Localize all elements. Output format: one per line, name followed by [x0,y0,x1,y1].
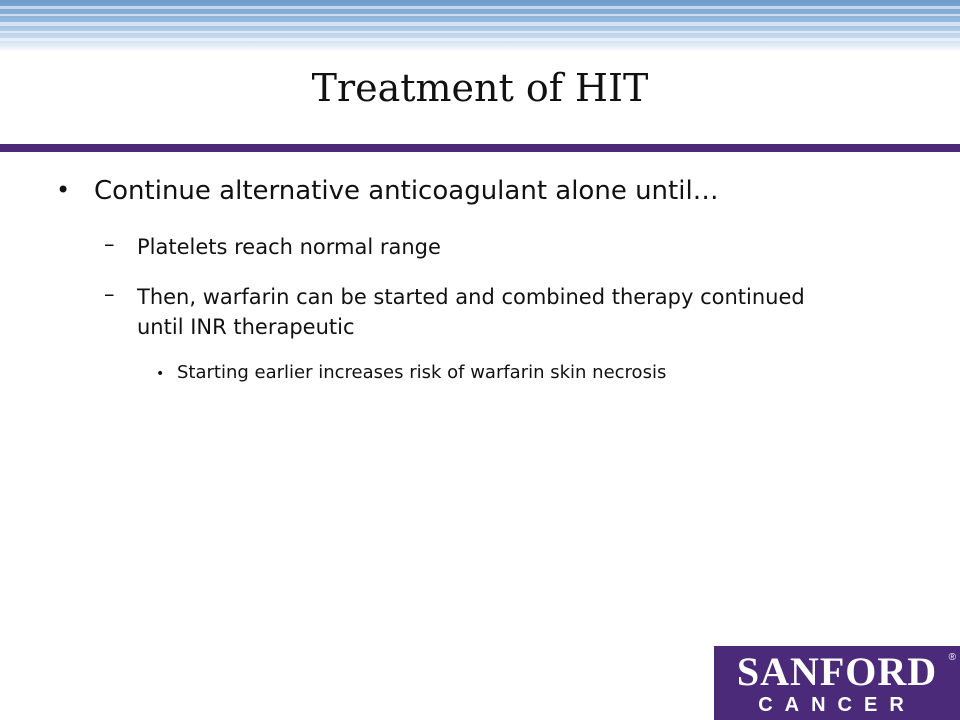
sanford-cancer-logo [714,646,960,720]
header-stripe [0,22,960,26]
bullet-level2: Then, warfarin can be started and combined therapy continued until INR therapeutic [137,285,805,339]
slide-title: Treatment of HIT [311,66,649,110]
dash-marker: – [104,232,115,256]
registered-mark: ® [948,652,956,663]
logo-wordmark: SANFORD [736,649,938,694]
header-stripe [0,14,960,16]
bullet-level2: Platelets reach normal range [137,235,441,259]
header-stripe [0,31,960,33]
header-stripe [0,38,960,41]
bullet-level1: Continue alternative anticoagulant alone until… [94,176,719,206]
header-stripe [0,6,960,9]
dash-marker: – [104,282,115,306]
title-divider [0,144,960,152]
bullet-marker: • [156,366,165,382]
header-band [0,0,960,52]
bullet-level3: Starting earlier increases risk of warfarin skin necrosis [177,362,667,383]
logo-subtext: CANCER [758,694,916,716]
bullet-marker: • [56,176,71,204]
